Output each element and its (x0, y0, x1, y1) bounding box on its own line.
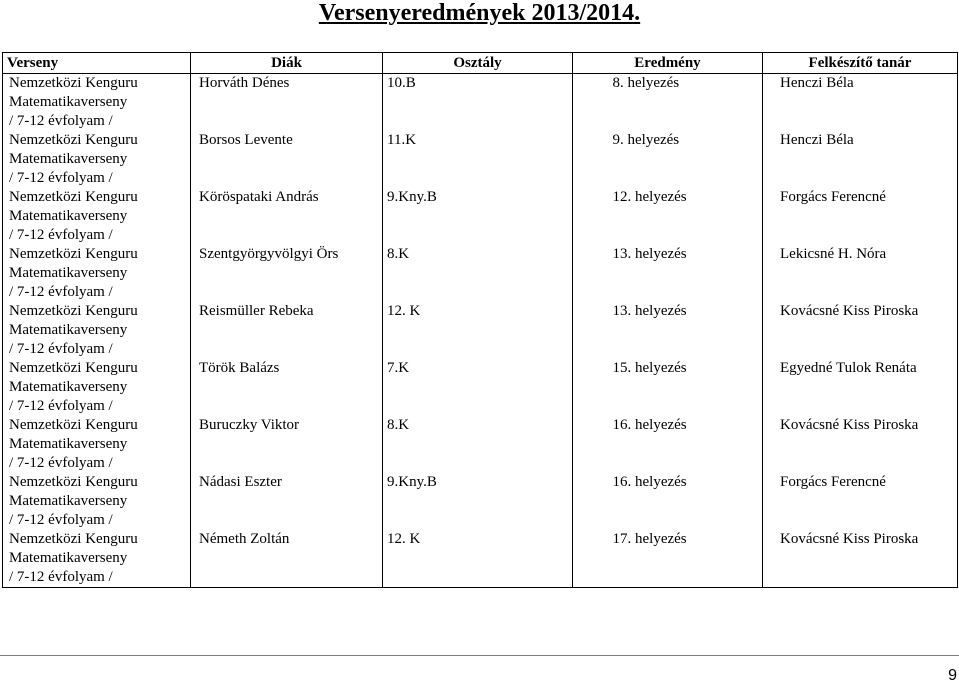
cell-class: 8.K (383, 416, 573, 473)
cell-teacher-text: Forgács Ferencné (780, 474, 886, 490)
cell-result-text: 13. helyezés (612, 246, 687, 262)
header-student: Diák (191, 53, 383, 74)
contest-line: Nemzetközi Kenguru (9, 189, 138, 205)
contest-line: / 7-12 évfolyam / (9, 113, 113, 129)
cell-teacher (763, 530, 958, 588)
contest-line: / 7-12 évfolyam / (9, 569, 113, 585)
cell-result (573, 74, 763, 132)
cell-result-text: 12. helyezés (612, 189, 687, 205)
cell-contest (3, 245, 191, 302)
cell-contest (3, 188, 191, 245)
header-class: Osztály (383, 53, 573, 74)
contest-line: Nemzetközi Kenguru (9, 417, 138, 433)
cell-result (573, 245, 763, 302)
table-row (3, 302, 958, 359)
cell-result-text: 17. helyezés (612, 531, 687, 547)
cell-student: Horváth Dénes (191, 74, 383, 132)
cell-student: Török Balázs (191, 359, 383, 416)
cell-result (573, 188, 763, 245)
cell-result-text: 16. helyezés (612, 474, 687, 490)
cell-student: Németh Zoltán (191, 530, 383, 588)
cell-student: Köröspataki András (191, 188, 383, 245)
footer-divider (0, 655, 959, 656)
cell-result-text: 16. helyezés (612, 417, 687, 433)
contest-line: Matematikaverseny (9, 493, 128, 509)
cell-result (573, 302, 763, 359)
contest-line: Matematikaverseny (9, 436, 128, 452)
cell-teacher-text: Henczi Béla (780, 132, 854, 148)
cell-class: 9.Kny.B (383, 473, 573, 530)
cell-student: Borsos Levente (191, 131, 383, 188)
cell-teacher (763, 473, 958, 530)
contest-line: Nemzetközi Kenguru (9, 360, 138, 376)
cell-class: 12. K (383, 530, 573, 588)
cell-result-text: 13. helyezés (612, 303, 687, 319)
contest-line: Matematikaverseny (9, 265, 128, 281)
table-row (3, 530, 958, 588)
table-row (3, 188, 958, 245)
cell-class: 9.Kny.B (383, 188, 573, 245)
contest-line: Nemzetközi Kenguru (9, 531, 138, 547)
cell-class: 11.K (383, 131, 573, 188)
cell-student: Nádasi Eszter (191, 473, 383, 530)
contest-line: Matematikaverseny (9, 379, 128, 395)
table-header-row (3, 53, 958, 74)
cell-contest (3, 302, 191, 359)
cell-teacher-text: Egyedné Tulok Renáta (780, 360, 917, 376)
contest-line: Nemzetközi Kenguru (9, 246, 138, 262)
table-row (3, 74, 958, 132)
cell-result (573, 416, 763, 473)
contest-line: Nemzetközi Kenguru (9, 474, 138, 490)
contest-line: Nemzetközi Kenguru (9, 132, 138, 148)
cell-teacher-text: Lekicsné H. Nóra (780, 246, 887, 262)
cell-teacher (763, 359, 958, 416)
header-contest: Verseny (3, 53, 191, 74)
contest-line: Matematikaverseny (9, 94, 128, 110)
cell-result (573, 473, 763, 530)
results-table (2, 52, 958, 588)
cell-teacher-text: Kovácsné Kiss Piroska (780, 531, 919, 547)
table-row (3, 473, 958, 530)
cell-class: 12. K (383, 302, 573, 359)
contest-line: / 7-12 évfolyam / (9, 341, 113, 357)
contest-line: Matematikaverseny (9, 151, 128, 167)
cell-contest (3, 359, 191, 416)
cell-class: 10.B (383, 74, 573, 132)
contest-line: / 7-12 évfolyam / (9, 170, 113, 186)
table-row (3, 131, 958, 188)
cell-student: Szentgyörgyvölgyi Örs (191, 245, 383, 302)
contest-line: Matematikaverseny (9, 208, 128, 224)
cell-teacher-text: Kovácsné Kiss Piroska (780, 417, 919, 433)
table-body (3, 74, 958, 588)
header-result: Eredmény (573, 53, 763, 74)
page-number: 9 (948, 667, 957, 684)
header-teacher: Felkészítő tanár (763, 53, 958, 74)
contest-line: / 7-12 évfolyam / (9, 455, 113, 471)
contest-line: / 7-12 évfolyam / (9, 227, 113, 243)
cell-teacher (763, 131, 958, 188)
contest-line: Nemzetközi Kenguru (9, 303, 138, 319)
table-row (3, 416, 958, 473)
table-row (3, 359, 958, 416)
page-title: Versenyeredmények 2013/2014. (318, 0, 641, 26)
cell-result (573, 530, 763, 588)
cell-class: 8.K (383, 245, 573, 302)
contest-line: / 7-12 évfolyam / (9, 512, 113, 528)
cell-result (573, 131, 763, 188)
cell-teacher (763, 302, 958, 359)
cell-teacher (763, 416, 958, 473)
cell-result-text: 9. helyezés (612, 132, 680, 148)
contest-line: / 7-12 évfolyam / (9, 398, 113, 414)
contest-line: / 7-12 évfolyam / (9, 284, 113, 300)
table-row (3, 245, 958, 302)
cell-teacher-text: Henczi Béla (780, 75, 854, 91)
contest-line: Matematikaverseny (9, 322, 128, 338)
cell-result-text: 8. helyezés (612, 75, 680, 91)
cell-teacher (763, 245, 958, 302)
cell-contest (3, 131, 191, 188)
cell-teacher-text: Forgács Ferencné (780, 189, 886, 205)
cell-contest (3, 530, 191, 588)
cell-contest (3, 473, 191, 530)
cell-class: 7.K (383, 359, 573, 416)
cell-result-text: 15. helyezés (612, 360, 687, 376)
cell-contest (3, 416, 191, 473)
cell-result (573, 359, 763, 416)
cell-teacher (763, 74, 958, 132)
cell-teacher (763, 188, 958, 245)
cell-teacher-text: Kovácsné Kiss Piroska (780, 303, 919, 319)
contest-line: Nemzetközi Kenguru (9, 75, 138, 91)
cell-student: Reismüller Rebeka (191, 302, 383, 359)
cell-student: Buruczky Viktor (191, 416, 383, 473)
contest-line: Matematikaverseny (9, 550, 128, 566)
cell-contest (3, 74, 191, 132)
